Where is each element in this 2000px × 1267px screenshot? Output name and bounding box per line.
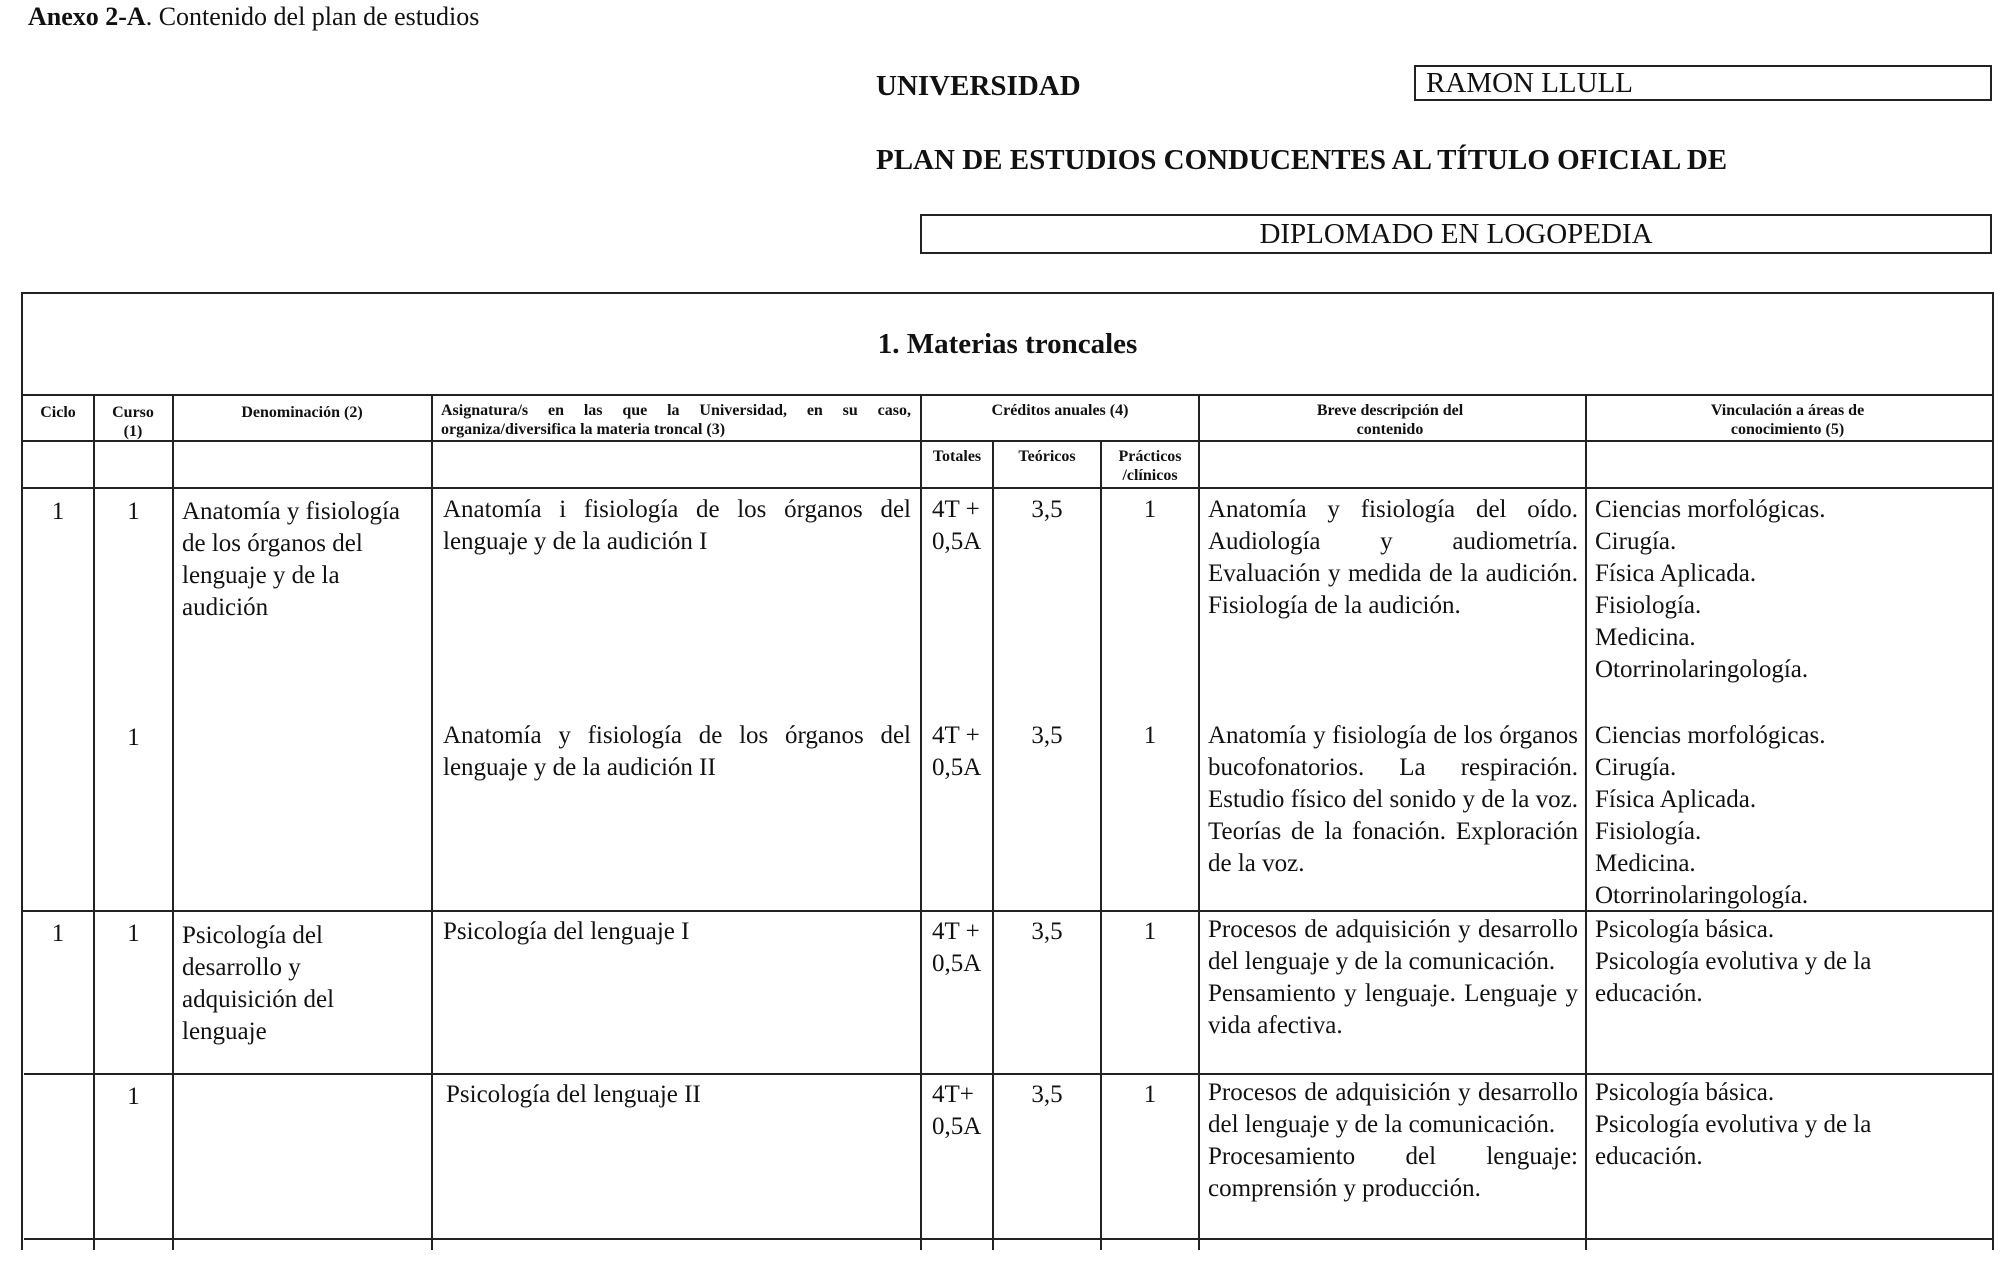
row3-asignatura: Psicología del lenguaje I [443,918,690,945]
header-teoricos: Teóricos [1018,448,1076,465]
row2-practicos: 1 [1143,722,1157,749]
header-descripcion: Breve descripción del contenido [1316,402,1464,438]
header-denominacion: Denominación (2) [241,404,363,421]
header-curso: Curso (1) [112,404,154,440]
row3-areas [1595,914,1925,1010]
rule [21,487,1994,489]
header-vinculacion: Vinculación a áreas de conocimiento (5) [1710,402,1865,438]
row4-totales: 4T+ 0,5A [932,1081,982,1140]
description-paragraph: Procesos de adquisición y desarrollo del lenguaje y de la comunicación. [1208,1079,1578,1138]
rule [24,1073,1994,1075]
row3-practicos: 1 [1143,918,1157,945]
rule [992,440,994,1250]
row1-curso: 1 [127,498,140,525]
row1-practicos: 1 [1143,496,1157,523]
row4-practicos: 1 [1143,1081,1157,1108]
area-item: Física Aplicada. [1595,560,1757,587]
row1-teoricos: 3,5 [1031,496,1063,523]
description-paragraph: Pensamiento y lenguaje. Lenguaje y vida afectiva. [1208,980,1578,1039]
annex-description: . Contenido del plan de estudios [145,2,480,31]
area-item: Psicología evolutiva y de la educación. [1595,1111,1872,1170]
rule [925,440,1198,442]
row2-descripcion: Anatomía y fisiología de los órganos bucofonatorios. La respiración. Estudio físico del sonido y de la voz. Teorías de la fonación. Exploración de la voz. [1208,722,1578,877]
row1-totales: 4T + 0,5A [932,496,982,555]
description-paragraph: Procesos de adquisición y desarrollo del lenguaje y de la comunicación. [1208,916,1578,975]
row4-teoricos: 3,5 [1031,1081,1063,1108]
row2-asignatura: Anatomía y fisiología de los órganos del lenguaje y de la audición II [443,722,911,781]
university-label: UNIVERSIDAD [876,70,1081,102]
section-title: 1. Materias troncales [877,328,1138,360]
area-item: Cirugía. [1595,754,1677,781]
row3-ciclo: 1 [51,920,65,947]
rule [1585,394,1587,1250]
row3-curso: 1 [127,920,140,947]
row1-asignatura: Anatomía i fisiología de los órganos del lenguaje y de la audición I [443,496,911,555]
row4-asignatura: Psicología del lenguaje II [446,1081,701,1108]
rule [172,394,174,1250]
area-item: Otorrinolaringología. [1595,882,1809,909]
row4-curso: 1 [127,1083,140,1110]
header-asignatura: Asignatura/s en las que la Universidad, en su caso, organiza/diversifica la materia troncal (3) [441,402,911,438]
row2-teoricos: 3,5 [1031,722,1063,749]
row4-areas [1595,1077,1925,1173]
area-item: Fisiología. [1595,818,1702,845]
rule [24,1238,1994,1240]
header-totales: Totales [932,448,982,465]
row1-areas [1595,494,1990,686]
row2-curso: 1 [127,724,140,751]
description-paragraph: Procesamiento del lenguaje: comprensión y producción. [1208,1143,1578,1202]
header-creditos: Créditos anuales (4) [991,402,1129,419]
area-item: Ciencias morfológicas. [1595,496,1826,523]
area-item: Ciencias morfológicas. [1595,722,1826,749]
area-item: Psicología básica. [1595,1079,1775,1106]
header-practicos: Prácticos /clínicos [1118,448,1182,484]
area-item: Física Aplicada. [1595,786,1757,813]
area-item: Psicología evolutiva y de la educación. [1595,948,1872,1007]
header-ciclo: Ciclo [40,404,76,421]
rule [431,394,433,1250]
area-item: Cirugía. [1595,528,1677,555]
rule [1198,394,1200,1250]
degree-title: DIPLOMADO EN LOGOPEDIA [920,214,1992,254]
area-item: Medicina. [1595,850,1696,877]
row3-totales: 4T + 0,5A [932,918,982,977]
row3-denominacion: Psicología del desarrollo y adquisición del lenguaje [182,922,335,1045]
rule [1100,440,1102,1250]
row4-descripcion [1208,1077,1578,1205]
area-item: Otorrinolaringología. [1595,656,1809,683]
row2-totales: 4T + 0,5A [932,722,982,781]
rule [920,394,922,1250]
area-item: Fisiología. [1595,592,1702,619]
university-value: RAMON LLULL [1414,65,1992,101]
row1-denominacion: Anatomía y fisiología de los órganos del lenguaje y de la audición [182,498,401,621]
row3-descripcion [1208,914,1578,1042]
annex-caption [28,2,479,32]
rule [21,394,1994,396]
row3-teoricos: 3,5 [1031,918,1063,945]
row1-ciclo: 1 [51,498,65,525]
row2-areas [1595,720,1990,912]
area-item: Psicología básica. [1595,916,1775,943]
area-item: Medicina. [1595,624,1696,651]
plan-title: PLAN DE ESTUDIOS CONDUCENTES AL TÍTULO OFICIAL DE [876,144,1728,176]
row1-descripcion: Anatomía y fisiología del oído. Audiología y audiometría. Evaluación y medida de la audición. Fisiología de la audición. [1208,496,1578,619]
annex-label: Anexo 2-A [28,2,146,31]
